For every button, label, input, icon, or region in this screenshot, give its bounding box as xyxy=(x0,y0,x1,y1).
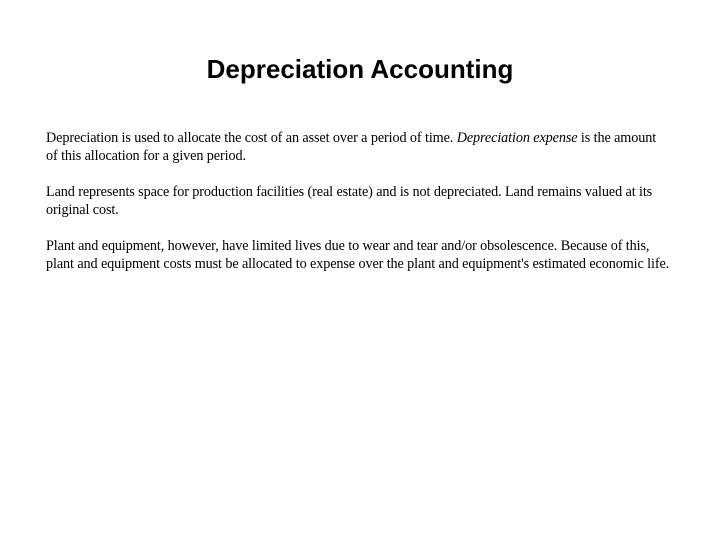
paragraph-depreciation-definition xyxy=(46,129,671,165)
paragraph-plant-equipment: Plant and equipment, however, have limited lives due to wear and tear and/or obsolescence. Because of this, plant and equipment costs must be allocated to expense over the plant and equipment's estimated economic life. xyxy=(46,238,670,272)
term-depreciation-expense: Depreciation expense xyxy=(456,130,578,146)
slide-body xyxy=(46,129,671,291)
paragraph-text: is the amount of this allocation for a given period. xyxy=(46,130,657,164)
paragraph-land: Land represents space for production facilities (real estate) and is not depreciated. Land remains valued at its original cost. xyxy=(46,184,653,218)
slide-title: Depreciation Accounting xyxy=(206,54,514,84)
paragraph-text: Depreciation is used to allocate the cost of an asset over a period of time. xyxy=(46,130,457,146)
